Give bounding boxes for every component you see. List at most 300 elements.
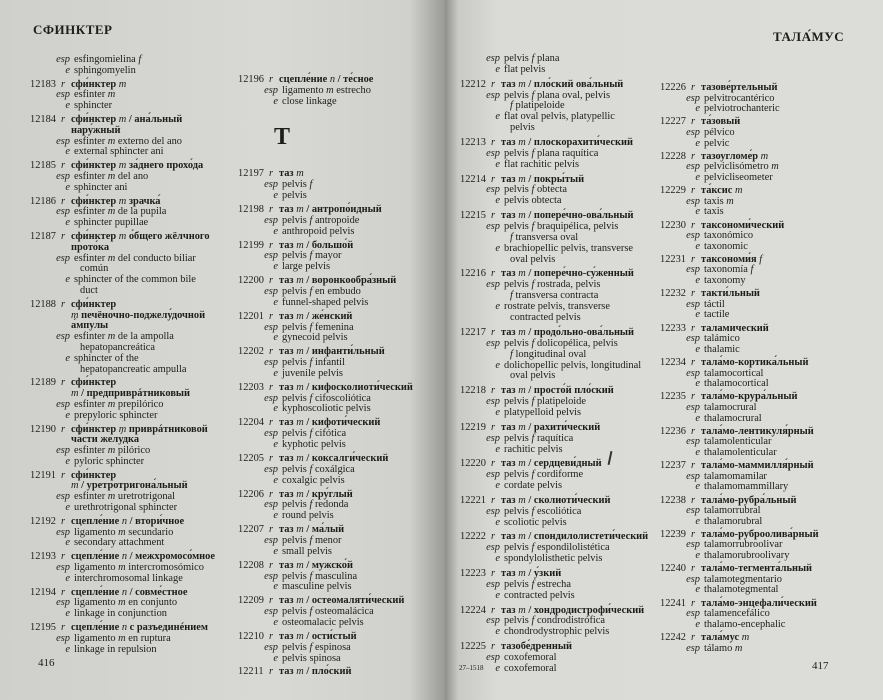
english-term: sphincter of the common bile xyxy=(74,274,196,286)
language-label-r: r xyxy=(691,219,696,231)
gender-marker: f xyxy=(531,279,535,291)
language-label-esp: esp xyxy=(264,84,278,96)
language-label-e: e xyxy=(65,146,70,158)
entry-number: 12186 xyxy=(30,195,56,207)
gender-marker: f xyxy=(531,396,535,408)
language-label-esp: esp xyxy=(486,505,500,517)
spanish-term-line xyxy=(660,506,875,517)
language-label-e: e xyxy=(495,553,500,565)
english-term: sphingomyelin xyxy=(74,64,136,76)
language-label-e: e xyxy=(695,309,700,321)
language-label-r: r xyxy=(491,78,496,90)
dictionary-entry xyxy=(30,161,235,193)
english-term: cordate pelvis xyxy=(504,480,563,492)
gender-marker: f xyxy=(309,606,313,618)
language-label-esp: esp xyxy=(686,367,700,379)
gender-marker: m xyxy=(296,524,304,536)
language-label-e: e xyxy=(273,189,278,201)
dictionary-entry xyxy=(238,596,443,628)
english-term-line xyxy=(460,591,660,602)
entry-number: 12190 xyxy=(30,423,56,435)
gender-marker: m xyxy=(518,421,526,433)
language-label-esp: esp xyxy=(56,89,70,101)
language-label-r: r xyxy=(691,632,696,643)
language-label-e: e xyxy=(65,217,70,229)
english-term-line xyxy=(660,310,875,321)
dictionary-entry xyxy=(660,83,875,115)
entry-number: 12196 xyxy=(238,74,264,85)
spanish-term: coxofemoral xyxy=(504,652,557,663)
dictionary-entry xyxy=(460,642,660,675)
gender-marker: m xyxy=(296,168,304,180)
russian-term: таламический xyxy=(701,322,769,334)
gender-marker: f xyxy=(531,337,535,349)
language-label-e: e xyxy=(695,171,700,183)
english-term: rachitic pelvis xyxy=(504,443,563,455)
spanish-term: talamocortical xyxy=(704,367,764,379)
language-label-esp: esp xyxy=(486,396,500,408)
dictionary-entry xyxy=(238,205,443,237)
russian-term: m печёночно-поджелу́дочной xyxy=(71,309,206,321)
english-term-line xyxy=(460,160,660,171)
language-label-esp: esp xyxy=(264,179,278,191)
gender-marker: f xyxy=(531,578,535,590)
english-term-line xyxy=(660,379,875,390)
english-term-line xyxy=(30,101,235,112)
gender-marker: m xyxy=(118,230,127,242)
spanish-term-line xyxy=(30,172,235,183)
gender-marker: f xyxy=(309,641,313,653)
english-term: rostrate pelvis, transverse xyxy=(504,301,610,313)
language-label-r: r xyxy=(691,391,696,403)
english-term-line xyxy=(30,183,235,194)
gender-marker: m xyxy=(296,488,304,500)
english-term: pelvis xyxy=(282,189,307,201)
gender-marker: f xyxy=(309,179,313,191)
language-label-esp: esp xyxy=(56,398,70,410)
language-label-e: e xyxy=(65,502,70,514)
spanish-term: talamorrubroolivar xyxy=(704,539,783,551)
gender-marker: f xyxy=(510,231,513,243)
language-label-esp: esp xyxy=(486,542,500,554)
language-label-esp: esp xyxy=(264,463,278,475)
russian-term: тазове́ртельный xyxy=(701,82,778,93)
english-term: funnel-shaped pelvis xyxy=(282,296,369,308)
english-term: coxalgic pelvis xyxy=(282,474,345,486)
language-label-r: r xyxy=(491,531,496,543)
entry-number: 12220 xyxy=(460,458,486,470)
russian-term: таз m / большо́й xyxy=(279,239,354,251)
spanish-term: pelvis f escoliótica xyxy=(504,505,582,517)
russian-term: а́мпулы xyxy=(71,320,109,332)
language-label-e: e xyxy=(273,95,278,107)
language-label-esp: esp xyxy=(486,279,500,291)
english-term-line xyxy=(238,440,443,451)
spanish-term: pelvis f platipeloide xyxy=(504,396,586,408)
language-label-r: r xyxy=(269,203,274,215)
russian-term: таз m / воронкообра́зный xyxy=(279,275,397,287)
page-number-right: 417 xyxy=(812,660,829,672)
english-term-line xyxy=(660,276,875,287)
gender-marker: m xyxy=(107,491,116,503)
gender-marker: m xyxy=(107,89,116,101)
language-label-r: r xyxy=(269,559,274,571)
dictionary-entry xyxy=(460,532,660,565)
english-term-line xyxy=(660,620,875,631)
language-label-r: r xyxy=(491,604,496,616)
language-label-r: r xyxy=(269,168,274,180)
spanish-term: pelvis f raquítica xyxy=(504,432,574,444)
english-term: thalamomammillary xyxy=(704,481,789,493)
russian-term: таз m / мужско́й xyxy=(279,559,353,571)
russian-term: прото́ка xyxy=(71,241,110,253)
spanish-term-line xyxy=(660,231,875,242)
english-term: interchromosomal linkage xyxy=(74,572,183,584)
english-term-line xyxy=(460,255,660,266)
dictionary-column xyxy=(460,54,660,679)
spanish-term-line xyxy=(238,500,443,511)
gender-marker: m xyxy=(118,632,126,644)
english-term: pelviotrochanteric xyxy=(704,103,780,115)
spanish-term: talamotegmentario xyxy=(704,573,782,585)
dictionary-entry xyxy=(460,211,660,265)
language-label-e: e xyxy=(65,181,70,193)
entry-number: 12242 xyxy=(660,632,686,643)
english-term-line xyxy=(460,408,660,419)
spanish-term: pelvis f menor xyxy=(282,534,342,546)
russian-term: таз m / спондилолистети́ческий xyxy=(501,531,649,543)
entry-number: 12199 xyxy=(238,239,264,251)
language-label-r: r xyxy=(61,160,66,172)
english-term-line xyxy=(238,227,443,238)
gender-marker: m xyxy=(71,480,79,492)
dictionary-entry xyxy=(460,54,660,76)
english-term: oval pelvis xyxy=(510,253,556,265)
russian-term: таз m / хондродистрофи́ческий xyxy=(501,604,645,616)
language-label-e: e xyxy=(495,589,500,601)
english-term: pelvis xyxy=(510,122,535,134)
language-label-esp: esp xyxy=(56,445,70,457)
language-label-r: r xyxy=(61,469,66,481)
language-label-e: e xyxy=(695,275,700,287)
entry-number: 12241 xyxy=(660,597,686,609)
gender-marker: f xyxy=(309,499,313,511)
language-label-esp: esp xyxy=(686,436,700,448)
language-label-r: r xyxy=(491,173,496,185)
language-label-esp: esp xyxy=(56,206,70,218)
language-label-r: r xyxy=(491,421,496,433)
entry-number: 12189 xyxy=(30,377,56,389)
gender-marker: m xyxy=(107,206,116,218)
spanish-term: hepatopancreática xyxy=(80,341,155,353)
right-page xyxy=(445,0,883,700)
language-label-esp: esp xyxy=(686,470,700,482)
language-label-esp: esp xyxy=(264,250,278,262)
russian-term: тала́мо-маммилля́рный xyxy=(701,460,814,472)
gender-marker: n xyxy=(329,74,336,85)
english-term-line xyxy=(238,404,443,415)
english-term-line xyxy=(30,147,235,158)
english-term: thalamotegmental xyxy=(704,584,779,596)
russian-term: тала́мо-рубра́льный xyxy=(701,494,797,506)
russian-term: таз m xyxy=(279,168,304,180)
language-label-esp: esp xyxy=(686,161,700,173)
language-label-e: e xyxy=(65,455,70,467)
language-label-e: e xyxy=(273,296,278,308)
english-term-line xyxy=(660,104,875,115)
english-term: chondrodystrophic pelvis xyxy=(504,626,610,638)
spanish-term-line xyxy=(660,197,875,208)
russian-term: та́зовый xyxy=(701,116,741,128)
gender-marker: m xyxy=(518,385,526,397)
dictionary-entry xyxy=(238,276,443,308)
language-label-e: e xyxy=(495,111,500,123)
english-term: thalamocortical xyxy=(704,378,769,390)
language-label-r: r xyxy=(491,137,496,149)
gender-marker: m xyxy=(296,666,304,678)
gender-marker: m xyxy=(118,526,126,538)
language-label-r: r xyxy=(61,78,66,90)
language-label-r: r xyxy=(691,528,696,540)
language-label-e: e xyxy=(695,137,700,149)
spanish-term: pelvis f cifótica xyxy=(282,428,347,440)
dictionary-entry xyxy=(30,80,235,112)
russian-term: сцепле́ние n / межхромосо́мное xyxy=(71,551,215,563)
spanish-term: talamorrubral xyxy=(704,505,761,517)
russian-term: таз m / попере́чно-ова́льный xyxy=(501,210,634,222)
gender-marker: m xyxy=(518,173,526,185)
entry-number: 12195 xyxy=(30,622,56,634)
english-term: thalamorubroolivary xyxy=(704,550,790,562)
gender-marker: n xyxy=(121,586,128,598)
language-label-e: e xyxy=(273,616,278,628)
gender-marker: m xyxy=(518,268,526,280)
dictionary-entry xyxy=(30,471,235,514)
language-label-esp: esp xyxy=(686,642,700,654)
spanish-term: pelvis f espondilolistética xyxy=(504,542,610,554)
spanish-term: esfinter m de la pupila xyxy=(74,206,167,218)
english-term: taxonomic xyxy=(704,240,748,252)
language-label-e: e xyxy=(695,584,700,596)
english-term: flat pelvis xyxy=(504,63,546,75)
english-term: contracted pelvis xyxy=(510,312,581,324)
language-label-e: e xyxy=(495,63,500,75)
language-label-esp: esp xyxy=(686,401,700,413)
dictionary-column xyxy=(660,83,875,657)
gender-marker: m xyxy=(518,494,526,506)
english-term-line xyxy=(30,365,235,376)
russian-term-line xyxy=(238,667,443,678)
spanish-term: pélvico xyxy=(704,126,735,138)
dictionary-entry xyxy=(30,115,235,158)
spanish-term-line xyxy=(238,251,443,262)
dictionary-entry xyxy=(30,300,235,376)
english-term: secondary attachment xyxy=(74,537,165,549)
russian-term: сфи́нктер m о́бщего жёлчного xyxy=(71,230,210,242)
language-label-e: e xyxy=(495,242,500,254)
language-label-esp: esp xyxy=(686,573,700,585)
language-label-e: e xyxy=(695,515,700,527)
language-label-esp: esp xyxy=(56,135,70,147)
language-label-esp: esp xyxy=(56,54,70,65)
english-term: large pelvis xyxy=(282,261,331,273)
english-term: pelvis obtecta xyxy=(504,195,562,207)
language-label-esp: esp xyxy=(56,597,70,609)
spanish-term: esfinter m uretrotrigonal xyxy=(74,491,176,503)
language-label-r: r xyxy=(691,82,696,93)
language-label-esp: esp xyxy=(264,428,278,440)
russian-term: таз m / антропо́идный xyxy=(279,203,382,215)
english-term: thalamo-encephalic xyxy=(704,618,786,630)
language-label-r: r xyxy=(61,515,66,527)
english-term: flat rachitic pelvis xyxy=(504,158,580,170)
language-label-esp: esp xyxy=(264,641,278,653)
english-term: brachiopellic pelvis, transverse xyxy=(504,242,634,254)
dictionary-entry xyxy=(660,633,875,654)
spanish-term: pelvis f mayor xyxy=(282,250,342,262)
language-label-e: e xyxy=(495,662,500,674)
english-term-line xyxy=(660,517,875,528)
language-label-r: r xyxy=(269,381,274,393)
dictionary-entry xyxy=(660,564,875,596)
language-label-esp: esp xyxy=(686,195,700,207)
language-label-esp: esp xyxy=(686,333,700,345)
english-term-line xyxy=(238,97,443,108)
spanish-term-line xyxy=(238,180,443,191)
spanish-term-line xyxy=(660,128,875,139)
entry-number: 12230 xyxy=(660,219,686,231)
russian-term: тала́мо-тегмента́льный xyxy=(701,563,813,575)
dictionary-entry xyxy=(660,427,875,459)
gender-marker: m xyxy=(118,597,126,609)
language-label-r: r xyxy=(691,150,696,162)
language-label-esp: esp xyxy=(264,321,278,333)
dictionary-entry xyxy=(660,599,875,631)
spanish-term: pelviclisómetro m xyxy=(704,161,779,173)
english-term: platypelloid pelvis xyxy=(504,406,582,418)
language-label-e: e xyxy=(65,572,70,584)
gender-marker: f xyxy=(531,542,535,554)
english-term: pyloric sphincter xyxy=(74,455,145,467)
russian-term-line xyxy=(30,232,235,243)
page-number-left: 416 xyxy=(38,657,55,669)
english-term-line xyxy=(460,112,660,123)
language-label-esp: esp xyxy=(56,331,70,343)
english-term: oval pelvis xyxy=(510,370,556,382)
running-head-left: СФИНКТЕР xyxy=(33,22,113,37)
spanish-term: esfinter m xyxy=(74,89,116,101)
language-label-e: e xyxy=(695,550,700,562)
entry-number: 12188 xyxy=(30,298,56,310)
gender-marker: m xyxy=(296,346,304,358)
language-label-e: e xyxy=(695,618,700,630)
language-label-esp: esp xyxy=(486,89,500,101)
english-term: flat oval pelvis, platypellic xyxy=(504,111,615,123)
russian-term: таксономи́ческий xyxy=(701,219,785,231)
gender-marker: f xyxy=(309,428,313,440)
language-label-esp: esp xyxy=(264,499,278,511)
section-letter: T xyxy=(274,124,291,151)
dictionary-entry xyxy=(30,425,235,468)
language-label-e: e xyxy=(273,225,278,237)
russian-term: таз m / покры́тый xyxy=(501,173,585,185)
language-label-r: r xyxy=(691,116,696,128)
language-label-e: e xyxy=(273,652,278,664)
spanish-term-line xyxy=(660,300,875,311)
dictionary-entry xyxy=(30,588,235,620)
entry-number: 12210 xyxy=(238,630,264,642)
spanish-term: pelvis f espinosa xyxy=(282,641,351,653)
gender-marker: m xyxy=(726,195,734,207)
language-label-r: r xyxy=(691,563,696,575)
russian-term-line xyxy=(660,633,875,644)
dictionary-entry xyxy=(30,197,235,229)
english-term-line xyxy=(660,448,875,459)
russian-term: тазобе́дренный xyxy=(501,641,572,653)
dictionary-entry xyxy=(238,454,443,486)
spanish-term: esfinter m prepilórico xyxy=(74,398,164,410)
gender-marker: n xyxy=(121,515,128,527)
gender-marker: m xyxy=(296,559,304,571)
russian-term: сцепле́ние n / совме́стное xyxy=(71,586,188,598)
english-term: pelvis spinosa xyxy=(282,652,341,664)
english-term-line xyxy=(30,411,235,422)
language-label-r: r xyxy=(691,425,696,437)
language-label-e: e xyxy=(695,103,700,115)
language-label-esp: esp xyxy=(486,469,500,481)
language-label-esp: esp xyxy=(264,606,278,618)
dictionary-entry xyxy=(460,269,660,323)
spanish-term: pelvis f antropoide xyxy=(282,214,360,226)
entry-number: 12222 xyxy=(460,531,486,543)
language-label-e: e xyxy=(495,626,500,638)
language-label-r: r xyxy=(491,494,496,506)
russian-term: такти́льный xyxy=(701,288,760,300)
dictionary-entry xyxy=(660,255,875,287)
dictionary-entry xyxy=(30,232,235,297)
spanish-term: pelvis f plana raquítica xyxy=(504,147,599,159)
spanish-term: esfinter m del conducto biliar xyxy=(74,252,196,264)
entry-number: 12213 xyxy=(460,137,486,149)
spanish-term: esfinter m del ano xyxy=(74,170,149,182)
russian-term: ча́сти желу́дка xyxy=(71,434,140,446)
gender-marker: m xyxy=(734,185,743,197)
dictionary-entry xyxy=(30,378,235,421)
spanish-term: pelvitrocantérico xyxy=(704,92,775,104)
russian-term: таксономи́я f xyxy=(701,253,763,265)
entry-number: 12227 xyxy=(660,116,686,128)
english-term-line xyxy=(460,518,660,529)
entry-number: 12239 xyxy=(660,528,686,540)
language-label-e: e xyxy=(65,100,70,112)
entry-number: 12228 xyxy=(660,150,686,162)
gender-marker: f xyxy=(309,463,313,475)
english-term-line xyxy=(238,191,443,202)
dictionary-entry xyxy=(30,55,235,77)
spanish-term: ligamento m en ruptura xyxy=(74,632,171,644)
dictionary-entry xyxy=(660,152,875,184)
spanish-term: pelvis f masculina xyxy=(282,570,358,582)
entry-number: 12198 xyxy=(238,203,264,215)
dictionary-entry xyxy=(238,561,443,593)
language-label-r: r xyxy=(491,641,496,653)
english-term: coxofemoral xyxy=(504,662,557,674)
gender-marker: m xyxy=(296,595,304,607)
english-term: masculine pelvis xyxy=(282,581,352,593)
language-label-r: r xyxy=(691,253,696,265)
entry-number: 12229 xyxy=(660,185,686,197)
english-term: contracted pelvis xyxy=(504,589,575,601)
